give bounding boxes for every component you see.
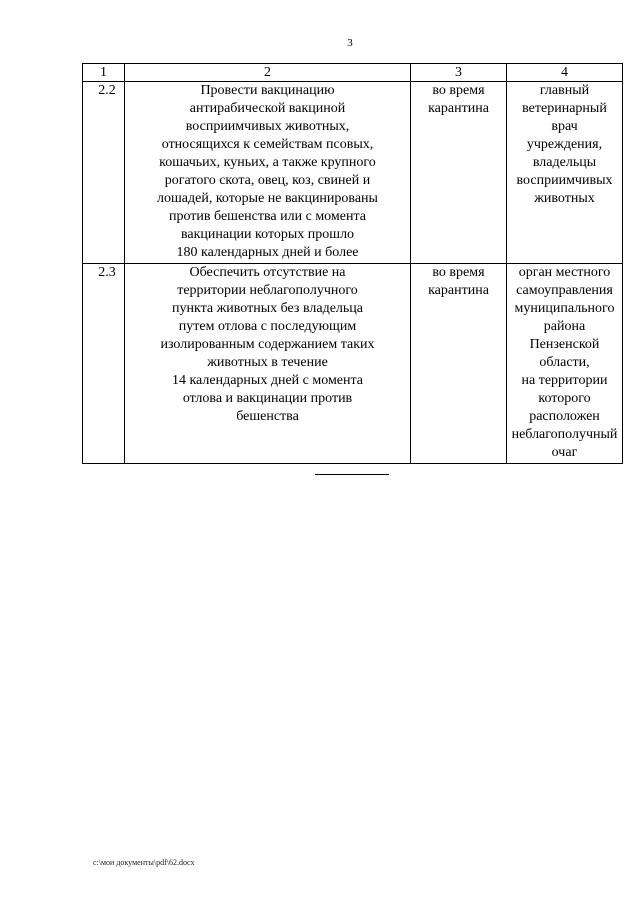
header-cell-2: 2	[125, 64, 411, 82]
row-responsible	[507, 264, 623, 464]
header-cell-3: 3	[411, 64, 507, 82]
footer-file-path: c:\мои документы\pdf\62.docx	[93, 858, 195, 867]
row-term	[411, 82, 507, 264]
row-action	[125, 264, 411, 464]
closing-divider-line	[315, 474, 389, 475]
row-responsible-text: орган местного самоуправления муниципального района Пензенской области, на территории которого расположен неблагополучный очаг	[511, 265, 618, 460]
row-term	[411, 264, 507, 464]
row-term-text: во время карантина	[428, 83, 489, 116]
table-row	[83, 264, 623, 464]
table-header-row	[83, 64, 623, 82]
row-action-text: Обеспечить отсутствие на территории неблагополучного пункта животных без владельца путем отлова с последующим изолированным содержанием таких животных в течение 14 календарных дней с момента отлова и вакцинации против бешенства	[160, 265, 375, 424]
row-term-text: во время карантина	[428, 265, 489, 298]
row-number: 2.3	[83, 264, 125, 464]
header-cell-4: 4	[507, 64, 623, 82]
page-number: 3	[347, 37, 353, 49]
row-responsible-text: главный ветеринарный врач учреждения, владельцы восприимчивых животных	[516, 83, 613, 206]
header-cell-1: 1	[83, 64, 125, 82]
row-action-text: Провести вакцинацию антирабической вакциной восприимчивых животных, относящихся к семействам псовых, кошачьих, куньих, а также крупного рогатого скота, овец, коз, свиней и лошадей, которые не вакцинированы против бешенства или с момента вакцинации которых прошло 180 календарных дней и более	[157, 83, 378, 260]
measures-table	[82, 63, 623, 464]
row-action	[125, 82, 411, 264]
table-row	[83, 82, 623, 264]
row-number: 2.2	[83, 82, 125, 264]
row-responsible	[507, 82, 623, 264]
